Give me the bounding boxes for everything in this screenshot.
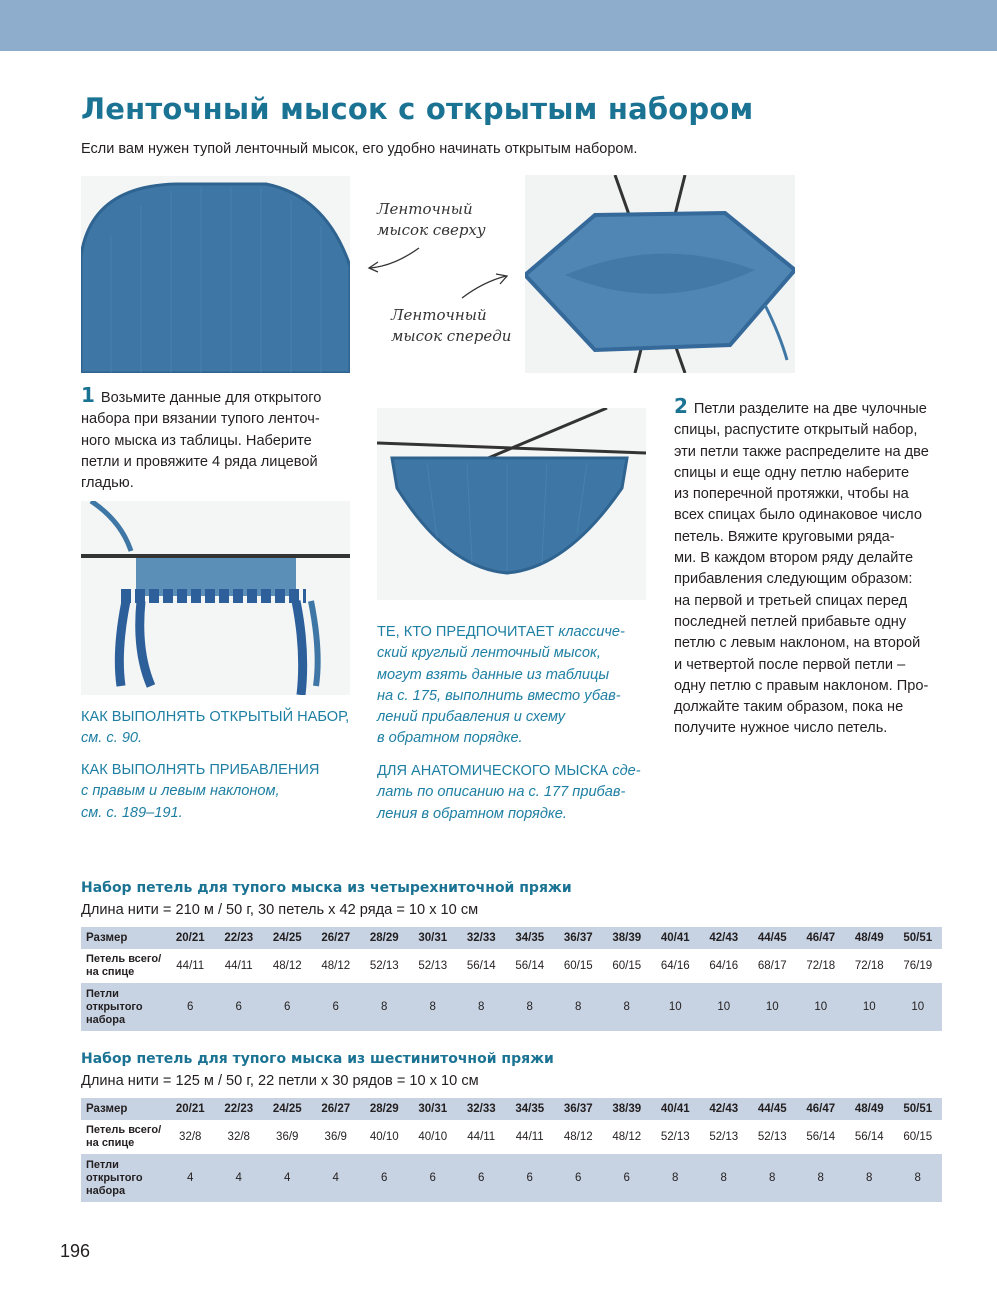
table-cell: 6 xyxy=(429,1172,436,1184)
table2-heading: Набор петель для тупого мыска из шестиниточной пряжи xyxy=(81,1051,554,1067)
page-number: 196 xyxy=(60,1241,91,1261)
table2-subtitle: Длина нити = 125 м / 50 г, 22 петли х 30 рядов = 10 х 10 см xyxy=(81,1073,479,1089)
table-cell: 52/13 xyxy=(709,1131,739,1143)
table-cell: 8 xyxy=(672,1172,679,1184)
step-1-text: 1 Возьмите данные для открытого набора при вязании тупого ленточ- ного мыска из таблицы. Наберите петли и провяжите 4 ряда лицевой гладью. xyxy=(81,383,322,492)
table-cell: 32/8 xyxy=(227,1131,250,1143)
arrow-left-icon xyxy=(364,244,424,274)
knit-toe-front-image xyxy=(525,175,795,373)
table-cell: 48/12 xyxy=(612,1131,642,1143)
table-cell: 48/12 xyxy=(272,960,302,972)
table-row-total: Петель всего/ на спице 44/11 44/11 48/12 48/12 52/13 52/13 56/14 56/14 60/15 60/15 64/16 64/16 68/17 72/18 72/18 76/19 xyxy=(81,949,942,983)
table-cell: 6 xyxy=(623,1172,630,1184)
table1-sock-toe-4ply xyxy=(81,927,942,1031)
table-cell: 32/8 xyxy=(179,1131,202,1143)
table-cell: 64/16 xyxy=(709,960,739,972)
table-cell: 44/11 xyxy=(176,960,205,972)
table-cell: 40/41 xyxy=(660,1103,690,1115)
table-cell: 6 xyxy=(478,1172,485,1184)
table-cell: 32/33 xyxy=(466,1103,496,1115)
table-cell: 34/35 xyxy=(515,932,545,944)
toe-needles-image xyxy=(377,408,646,600)
table-cell: 8 xyxy=(575,1001,582,1013)
table-cell: 52/13 xyxy=(660,1131,690,1143)
table-cell: 42/43 xyxy=(709,1103,739,1115)
table-cell: 28/29 xyxy=(369,932,399,944)
table-row-total: Петель всего/ на спице 32/8 32/8 36/9 36/9 40/10 40/10 44/11 44/11 48/12 48/12 52/13 52/13 52/13 56/14 56/14 60/15 xyxy=(81,1120,942,1154)
photo-open-cast-on xyxy=(81,501,350,695)
table-cell: 8 xyxy=(769,1172,776,1184)
table-cell: 8 xyxy=(817,1172,824,1184)
table-cell: 22/23 xyxy=(224,1103,254,1115)
note-classic-toe: ТЕ, КТО ПРЕДПОЧИТАЕТ классиче- ский круглый ленточный мысок, могут взять данные из таблицы на с. 175, выполнить вместо убав- лений прибавления и схему в обратном порядке. xyxy=(377,624,625,747)
label-toe-top: Ленточный мысок сверху xyxy=(377,200,486,239)
table-cell: 46/47 xyxy=(806,1103,836,1115)
table-cell: 8 xyxy=(526,1001,533,1013)
table-cell: 56/14 xyxy=(515,960,545,972)
table-cell: 8 xyxy=(720,1172,727,1184)
table-cell: 28/29 xyxy=(369,1103,399,1115)
table-cell: 30/31 xyxy=(418,932,448,944)
table-cell: 60/15 xyxy=(612,960,642,972)
table-cell: 36/9 xyxy=(276,1131,299,1143)
table-cell: 44/11 xyxy=(467,1131,496,1143)
step-2-number: 2 xyxy=(674,394,688,418)
table-cell: 68/17 xyxy=(757,960,787,972)
table-cell: 40/41 xyxy=(660,932,690,944)
table-cell: 50/51 xyxy=(903,932,933,944)
table-cell: 56/14 xyxy=(466,960,496,972)
table-cell: 6 xyxy=(526,1172,533,1184)
table-cell: 4 xyxy=(332,1172,339,1184)
table1-heading: Набор петель для тупого мыска из четырехниточной пряжи xyxy=(81,880,572,896)
note-increases: КАК ВЫПОЛНЯТЬ ПРИБАВЛЕНИЯ с правым и левым наклоном, см. с. 189–191. xyxy=(81,762,320,821)
table-cell: 32/33 xyxy=(466,932,496,944)
table-cell: 44/11 xyxy=(224,960,253,972)
table-cell: 44/45 xyxy=(757,1103,787,1115)
table-cell: 64/16 xyxy=(660,960,690,972)
table-cell: 20/21 xyxy=(175,1103,205,1115)
table-row-size: Размер 20/21 22/23 24/25 26/27 28/29 30/31 32/33 34/35 36/37 38/39 40/41 42/43 44/45 46/47 48/49 50/51 xyxy=(81,927,942,949)
table-cell: 4 xyxy=(187,1172,194,1184)
open-cast-on-image xyxy=(81,501,350,695)
table-cell: 56/14 xyxy=(854,1131,884,1143)
table-cell: 20/21 xyxy=(175,932,205,944)
table-cell: 4 xyxy=(284,1172,291,1184)
note-open-cast-on: КАК ВЫПОЛНЯТЬ ОТКРЫТЫЙ НАБОР, см. с. 90. xyxy=(81,709,350,747)
table-cell: 36/37 xyxy=(563,1103,593,1115)
table-cell: 60/15 xyxy=(903,1131,933,1143)
table-cell: 8 xyxy=(914,1172,921,1184)
table-cell: 46/47 xyxy=(806,932,836,944)
table-cell: 50/51 xyxy=(903,1103,933,1115)
photo-toe-top xyxy=(81,176,350,373)
table-cell: 24/25 xyxy=(272,932,302,944)
table-cell: 6 xyxy=(235,1001,242,1013)
table-cell: 24/25 xyxy=(272,1103,302,1115)
table-cell: 6 xyxy=(381,1172,388,1184)
table-cell: 72/18 xyxy=(806,960,836,972)
table-cell: 6 xyxy=(284,1001,291,1013)
table-cell: 48/12 xyxy=(321,960,351,972)
table-row-open: Петли открытого набора 6 6 6 6 8 8 8 8 8 8 10 10 10 10 10 10 xyxy=(81,983,942,1031)
table-cell: 6 xyxy=(187,1001,194,1013)
table-cell: 8 xyxy=(866,1172,873,1184)
photo-toe-needles xyxy=(377,408,646,600)
table-cell: 76/19 xyxy=(903,960,933,972)
table-cell: 36/37 xyxy=(563,932,593,944)
table-cell: 60/15 xyxy=(563,960,593,972)
table-cell: 6 xyxy=(575,1172,582,1184)
table-cell: 36/9 xyxy=(324,1131,347,1143)
table-cell: 44/45 xyxy=(757,932,787,944)
table-cell: 4 xyxy=(235,1172,242,1184)
table-cell: 34/35 xyxy=(515,1103,545,1115)
table-cell: 38/39 xyxy=(612,932,642,944)
arrow-right-icon xyxy=(458,270,513,302)
table-cell: 42/43 xyxy=(709,932,739,944)
table-cell: 38/39 xyxy=(612,1103,642,1115)
table-cell: 26/27 xyxy=(321,932,351,944)
note-anatomic-toe: ДЛЯ АНАТОМИЧЕСКОГО МЫСКА сде- лать по описанию на с. 177 прибав- ления в обратном порядке. xyxy=(377,763,641,822)
table-cell: 52/13 xyxy=(418,960,448,972)
step-1-number: 1 xyxy=(81,383,95,407)
table-cell: 72/18 xyxy=(854,960,884,972)
table-cell: 26/27 xyxy=(321,1103,351,1115)
table-cell: 52/13 xyxy=(757,1131,787,1143)
table-cell: 56/14 xyxy=(806,1131,836,1143)
table-row-size: Размер 20/21 22/23 24/25 26/27 28/29 30/31 32/33 34/35 36/37 38/39 40/41 42/43 44/45 46/47 48/49 50/51 xyxy=(81,1098,942,1120)
table-cell: 48/12 xyxy=(563,1131,593,1143)
table-cell: 8 xyxy=(478,1001,485,1013)
intro-text: Если вам нужен тупой ленточный мысок, его удобно начинать открытым набором. xyxy=(81,141,638,157)
page-title: Ленточный мысок с открытым набором xyxy=(81,92,754,126)
table-cell: 10 xyxy=(911,1001,925,1013)
label-toe-front: Ленточный мысок спереди xyxy=(391,306,512,345)
table-cell: 48/49 xyxy=(854,1103,884,1115)
table-cell: 52/13 xyxy=(369,960,399,972)
table-cell: 10 xyxy=(814,1001,828,1013)
table-cell: 8 xyxy=(429,1001,436,1013)
table-row-open: Петли открытого набора 4 4 4 4 6 6 6 6 6 6 8 8 8 8 8 8 xyxy=(81,1154,942,1202)
table-cell: 8 xyxy=(381,1001,388,1013)
knit-toe-top-image xyxy=(81,176,350,373)
table-cell: 10 xyxy=(862,1001,876,1013)
step-2-text: 2 Петли разделите на две чулочные спицы, распустите открытый набор, эти петли также распределите на две спицы и еще одну петлю наберите из поперечной протяжки, чтобы на всех спицах было одинаковое число петель. Вяжите круговыми ряда- ми. В каждом втором ряду делайте прибавления следующим образом: на первой и третьей спицах перед последней петлей прибавьте одну петлю с левым наклоном, на второй и четвертой после первой петли – одну петлю с правым наклоном. Про- должайте таким образом, пока не получите нужное число петель. xyxy=(674,394,929,737)
table-cell: 10 xyxy=(765,1001,779,1013)
top-color-bar xyxy=(0,0,997,51)
table-cell: 10 xyxy=(717,1001,731,1013)
table-cell: 40/10 xyxy=(369,1131,399,1143)
table-cell: 44/11 xyxy=(515,1131,544,1143)
table-cell: 48/49 xyxy=(854,932,884,944)
table1-subtitle: Длина нити = 210 м / 50 г, 30 петель х 42 ряда = 10 х 10 см xyxy=(81,902,479,918)
table2-sock-toe-6ply xyxy=(81,1098,942,1202)
photo-toe-front xyxy=(525,175,795,373)
table-cell: 6 xyxy=(332,1001,339,1013)
table-cell: 8 xyxy=(623,1001,630,1013)
table-cell: 10 xyxy=(668,1001,682,1013)
table-cell: 40/10 xyxy=(418,1131,448,1143)
table-cell: 22/23 xyxy=(224,932,254,944)
table-cell: 30/31 xyxy=(418,1103,448,1115)
